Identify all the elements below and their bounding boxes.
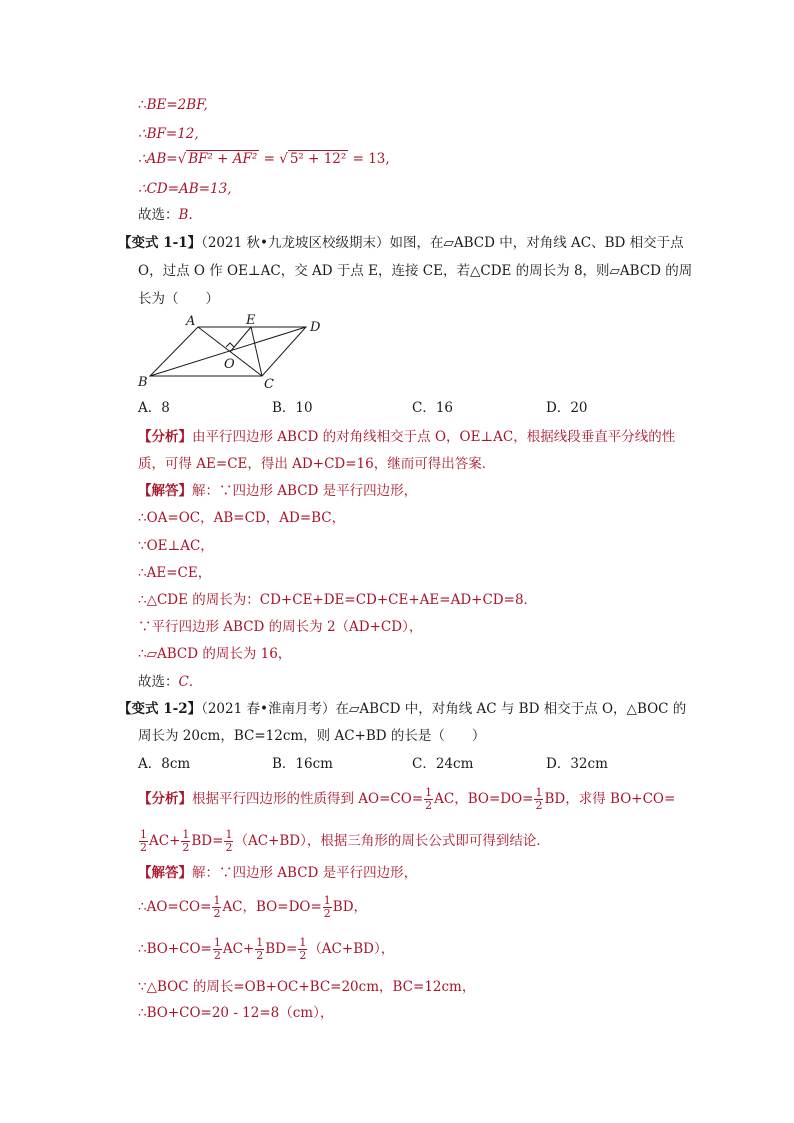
problem-statement: 【变式 1-2】（2021 春•淮南月考）在▱ABCD 中，对角线 AC 与 BD 相交于点 O，△BOC 的 xyxy=(118,701,687,717)
fraction-half: $\frac{1}{2}$ xyxy=(299,936,307,962)
choice-a: A．8 xyxy=(138,400,170,416)
answer-line: ∴BO+CO=20 - 12=8（cm）， xyxy=(138,1005,334,1021)
solution-line-sqrt: ∴AB=√ BF² + AF² = √ 5² + 12² = 13, xyxy=(138,151,390,167)
solution-line: ∴CD=AB=13, xyxy=(138,181,232,197)
segment-oe xyxy=(230,327,251,352)
answer-line: ∴AO=CO= $\frac{1}{2}$ AC，BO=DO= $\frac{1}{2}$ BD， xyxy=(138,894,368,920)
choice-b: B．16cm xyxy=(272,756,333,772)
problem-statement: O，过点 O 作 OE⊥AC，交 AD 于点 E，连接 CE，若△CDE 的周长为 8，则▱ABCD 的周 xyxy=(138,263,693,279)
choice-line: 故选：B. xyxy=(138,207,193,223)
answer-line: ∵△BOC 的周长=OB+OC+BC=20cm，BC=12cm， xyxy=(138,979,476,995)
answer-line: 【解答】解：∵四边形 ABCD 是平行四边形， xyxy=(138,865,418,881)
answer-line: ∴AE=CE， xyxy=(138,565,212,581)
choice-c: C．24cm xyxy=(412,756,474,772)
fraction-half: $\frac{1}{2}$ xyxy=(256,936,264,962)
label-c: C xyxy=(264,377,274,392)
label-d: D xyxy=(310,320,321,335)
fraction-half: $\frac{1}{2}$ xyxy=(535,786,543,812)
parallelogram-figure xyxy=(130,310,330,396)
problem-statement: 周长为 20cm，BC=12cm，则 AC+BD 的长是（ ） xyxy=(138,728,486,744)
fraction-half: $\frac{1}{2}$ xyxy=(225,828,233,854)
fraction-half: $\frac{1}{2}$ xyxy=(425,786,433,812)
problem-statement: 【变式 1-1】（2021 秋•九龙坡区校级期末）如图，在▱ABCD 中，对角线 AC、BD 相交于点 xyxy=(118,235,684,251)
analysis-line: 【分析】由平行四边形 ABCD 的对角线相交于点 O，OE⊥AC，根据线段垂直平分线的性 xyxy=(138,429,676,445)
analysis-line: 质，可得 AE=CE，得出 AD+CD=16，继而可得出答案． xyxy=(138,456,496,472)
answer-line: ∴△CDE 的周长为：CD+CE+DE=CD+CE+AE=AD+CD=8． xyxy=(138,592,538,608)
answer-line: 【解答】解：∵四边形 ABCD 是平行四边形， xyxy=(138,483,418,499)
choice-b: B．10 xyxy=(272,400,313,416)
choice-d: D．32cm xyxy=(546,756,608,772)
answer-line: ∴BO+CO= $\frac{1}{2}$ AC+ $\frac{1}{2}$ BD= $\frac{1}{2}$ （AC+BD）， xyxy=(138,936,395,962)
choice-a: A．8cm xyxy=(138,756,191,772)
label-b: B xyxy=(138,375,148,390)
fraction-half: $\frac{1}{2}$ xyxy=(182,828,190,854)
problem-statement: 长为（ ） xyxy=(138,291,219,307)
fraction-half: $\frac{1}{2}$ xyxy=(213,936,221,962)
fraction-half: $\frac{1}{2}$ xyxy=(323,894,331,920)
solution-line: ∴BF=12, xyxy=(138,126,199,142)
analysis-line: 【分析】根据平行四边形的性质得到 AO=CO= $\frac{1}{2}$ AC，BO=DO= $\frac{1}{2}$ BD，求得 BO+CO= xyxy=(138,786,676,812)
label-e: E xyxy=(246,313,256,328)
analysis-line: $\frac{1}{2}$ AC+ $\frac{1}{2}$ BD= $\frac{1}{2}$ （AC+BD），根据三角形的周长公式即可得到结论． xyxy=(140,828,550,854)
label-a: A xyxy=(186,314,196,329)
choice-line: 故选：C． xyxy=(138,674,203,690)
answer-line: ∵OE⊥AC， xyxy=(138,538,214,554)
answer-line: ∴▱ABCD 的周长为 16， xyxy=(138,646,292,662)
fraction-half: $\frac{1}{2}$ xyxy=(140,828,147,854)
right-angle-mark xyxy=(226,343,234,347)
fraction-half: $\frac{1}{2}$ xyxy=(213,894,221,920)
solution-line: ∴BE=2BF, xyxy=(138,97,208,113)
answer-line: ∴OA=OC，AB=CD，AD=BC， xyxy=(138,510,346,526)
answer-line: ∵平行四边形 ABCD 的周长为 2（AD+CD）， xyxy=(138,619,423,635)
choice-c: C．16 xyxy=(412,400,454,416)
choice-d: D．20 xyxy=(546,400,588,416)
label-o: O xyxy=(224,357,235,372)
